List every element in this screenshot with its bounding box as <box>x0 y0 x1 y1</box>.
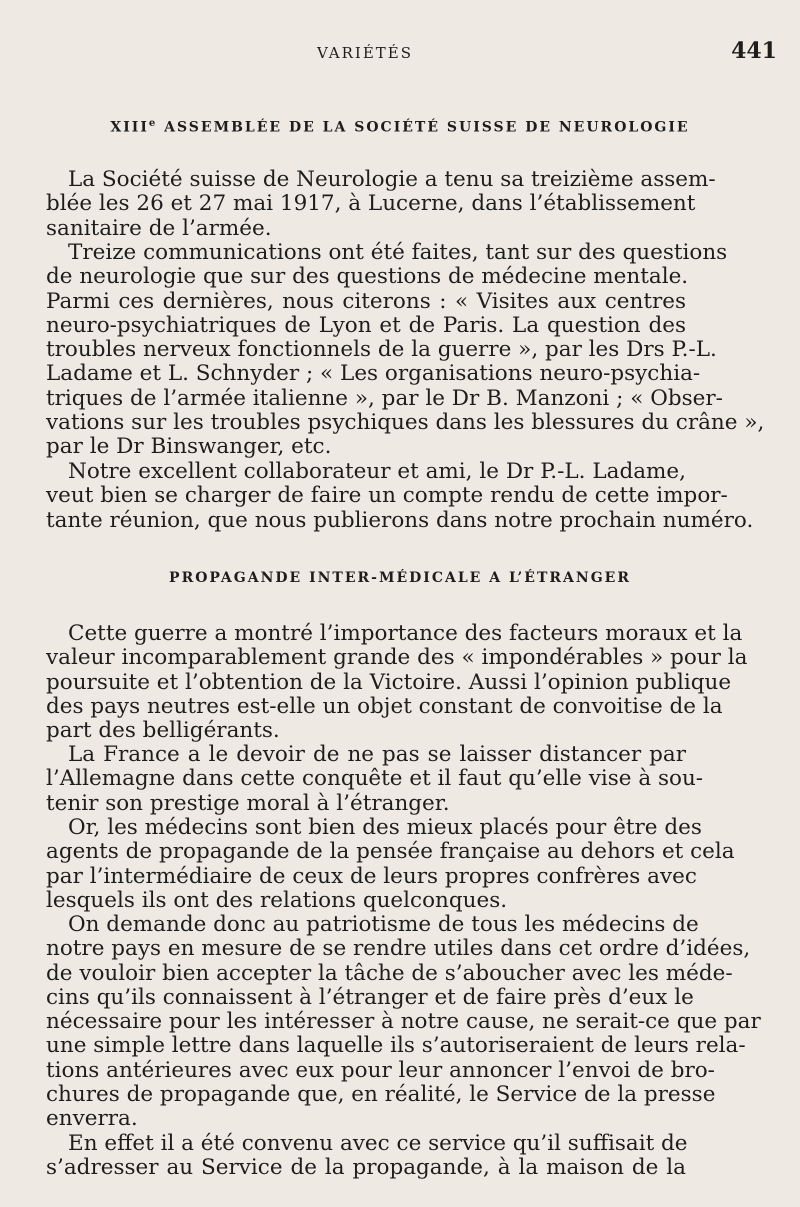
paragraph <box>46 459 754 533</box>
text-line: veut bien se charger de faire un compte rendu de cette impor- <box>46 483 728 509</box>
heading-superscript: e <box>148 118 158 129</box>
text-line: une simple lettre dans laquelle ils s’autoriseraient de leurs rela- <box>46 1033 746 1059</box>
text-line: chures de propagande que, en réalité, le Service de la presse <box>46 1082 716 1108</box>
heading-numeral: XIII <box>110 119 149 136</box>
paragraph <box>46 815 735 913</box>
text-line: des pays neutres est-elle un objet constant de convoitise de la <box>46 693 723 719</box>
text-line: par l’intermédiaire de ceux de leurs propres confrères avec <box>46 863 697 889</box>
text-line: agents de propagande de la pensée française au dehors et cela <box>46 839 735 865</box>
paragraph <box>46 742 704 816</box>
text-line: Parmi ces dernières, nous citerons : « Visites aux centres <box>46 288 686 314</box>
section-heading-neurology <box>0 118 800 136</box>
running-header <box>48 38 777 68</box>
text-line: valeur incomparablement grande des « impondérables » pour la <box>46 645 748 671</box>
text-line: Notre excellent collaborateur et ami, le Dr P.-L. Ladame, <box>68 459 686 484</box>
text-line: l’Allemagne dans cette conquête et il faut qu’elle vise à sou- <box>46 766 704 792</box>
text-line: Ladame et L. Schnyder ; « Les organisations neuro-psychia- <box>46 361 701 387</box>
paragraph <box>46 167 716 241</box>
text-line: tante réunion, que nous publierons dans notre prochain numéro. <box>46 507 754 533</box>
text-line: Treize communications ont été faites, tant sur des questions <box>68 240 728 265</box>
text-line: notre pays en mesure de se rendre utiles dans cet ordre d’idées, <box>46 936 751 962</box>
text-line: cins qu’ils connaissent à l’étranger et de faire près d’eux le <box>46 984 694 1010</box>
paragraph <box>46 912 761 1132</box>
text-line: troubles nerveux fonctionnels de la guerre », par les Drs P.-L. <box>46 337 717 363</box>
running-title: VARIÉTÉS <box>316 44 414 62</box>
text-line: par le Dr Binswanger, etc. <box>46 434 332 460</box>
text-line: vations sur les troubles psychiques dans les blessures du crâne », <box>46 410 765 436</box>
text-line: de neurologie que sur des questions de médecine mentale. <box>46 264 689 290</box>
text-line: enverra. <box>46 1106 138 1132</box>
text-line: s’adresser au Service de la propagande, à la maison de la <box>46 1155 686 1181</box>
text-line: sanitaire de l’armée. <box>46 215 272 241</box>
text-line: Or, les médecins sont bien des mieux placés pour être des <box>68 815 702 840</box>
text-line: tenir son prestige moral à l’étranger. <box>46 790 450 816</box>
paragraph <box>46 240 765 460</box>
text-line: La Société suisse de Neurologie a tenu sa treizième assem- <box>68 167 716 192</box>
paragraph <box>46 621 748 744</box>
paragraph <box>46 1132 686 1181</box>
text-line: neuro-psychiatriques de Lyon et de Paris. La question des <box>46 312 686 338</box>
text-line: de vouloir bien accepter la tâche de s’aboucher avec les méde- <box>46 960 733 986</box>
text-line: Cette guerre a montré l’importance des facteurs moraux et la <box>68 621 743 646</box>
text-line: En effet il a été convenu avec ce service qu’il suffisait de <box>68 1131 688 1156</box>
text-line: La France a le devoir de ne pas se laisser distancer par <box>68 742 686 767</box>
text-line: tions antérieures avec eux pour leur annoncer l’envoi de bro- <box>46 1057 715 1083</box>
text-line: blée les 26 et 27 mai 1917, à Lucerne, dans l’établissement <box>46 191 696 217</box>
page-number: 441 <box>731 38 777 64</box>
heading-text: ASSEMBLÉE DE LA SOCIÉTÉ SUISSE DE NEUROLOGIE <box>164 119 690 136</box>
section-heading-propaganda: PROPAGANDE INTER-MÉDICALE A L’ÉTRANGER <box>169 570 631 586</box>
text-line: part des belligérants. <box>46 718 280 744</box>
text-line: poursuite et l’obtention de la Victoire. Aussi l’opinion publique <box>46 669 732 695</box>
text-line: nécessaire pour les intéresser à notre cause, ne serait-ce que par <box>46 1009 761 1035</box>
text-line: lesquels ils ont des relations quelconques. <box>46 887 508 913</box>
text-line: triques de l’armée italienne », par le Dr B. Manzoni ; « Obser- <box>46 385 723 411</box>
text-line: On demande donc au patriotisme de tous les médecins de <box>68 912 699 937</box>
